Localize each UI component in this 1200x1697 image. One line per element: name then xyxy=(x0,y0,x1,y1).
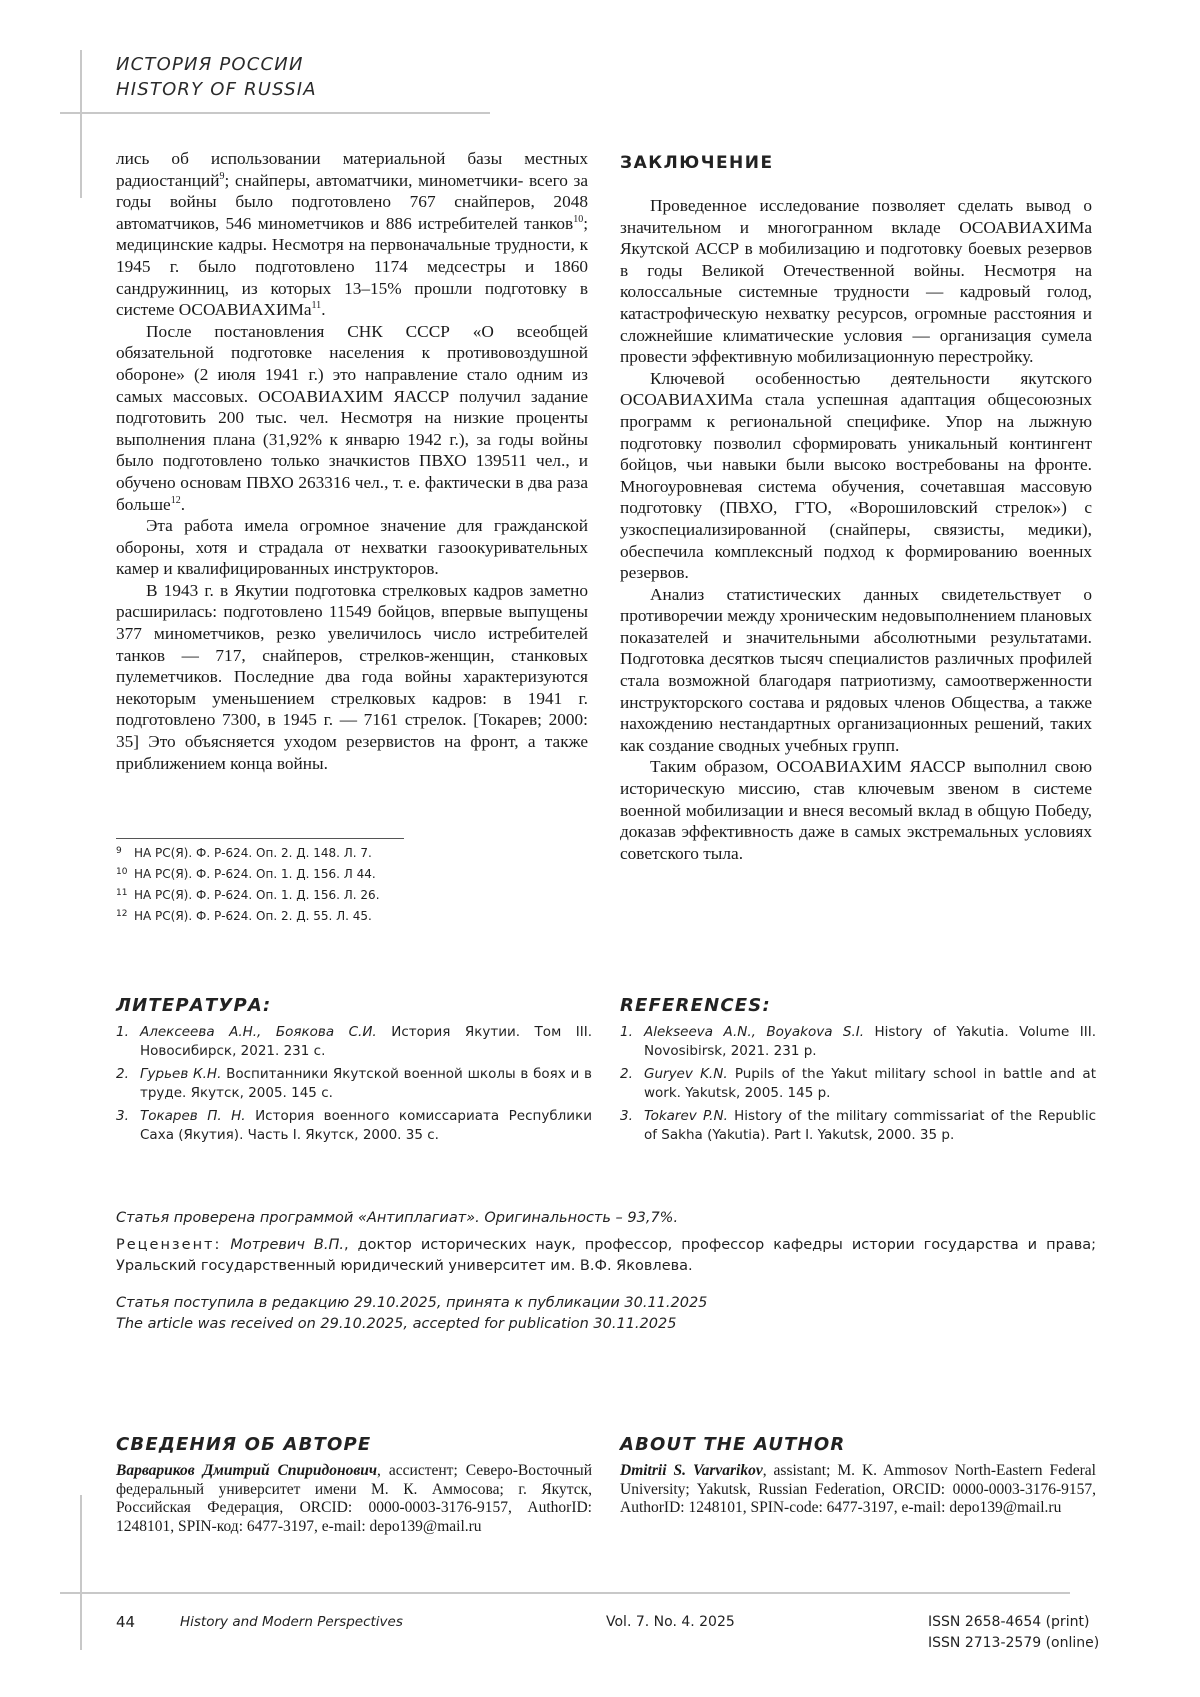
references-list xyxy=(620,1023,1096,1149)
paragraph: В 1943 г. в Якутии подготовка стрелковых кадров заметно расширилась: подготовлено 11549 бойцов, впервые выпущены 377 минометчиков, резко увеличилось число истребителей танков — 717, снайперов, стрелков-женщин, станковых пулеметчиков. Последние два года войны характеризуются некоторым уменьшением стрелковых кадров: в 1941 г. подготовлено 7300, в 1945 г. — 7161 стрелок. [Токарев; 2000: 35] Это объясняется уходом резервистов на фронт, а также приближением конца войны. xyxy=(116,580,588,773)
author-name: Варвариков Дмитрий Спиридонович xyxy=(116,1462,378,1479)
volume-info: Vol. 7. No. 4. 2025 xyxy=(606,1614,735,1630)
received-note-en: The article was received on 29.10.2025, accepted for publication 30.11.2025 xyxy=(116,1316,677,1332)
footnote: 10 НА РС(Я). Ф. Р-624. Оп. 1. Д. 156. Л 44. xyxy=(116,867,376,881)
page-number: 44 xyxy=(116,1613,136,1631)
issn-print: ISSN 2658-4654 (print) xyxy=(928,1614,1090,1630)
paragraph: После постановления СНК СССР «О всеобщей обязательной подготовке населения к противовоздушной обороне» (2 июля 1941 г.) это направление стало одним из самых массовых. ОСОАВИАХИМ ЯАССР получил задание подготовить 200 тыс. чел. Несмотря на низкие проценты выполнения плана (31,92% к январю 1942 г.), за годы войны было подготовлено только значкистов ПВХО 139511 чел., и обучено основам ПВХО 263316 чел., т. е. фактически в два раза больше$^{12}$. xyxy=(116,321,588,514)
list-item: 3. Tokarev P.N. History of the military commissariat of the Republic of Sakha (Yakutia). Part I. Yakutsk, 2000. 35 p. xyxy=(620,1108,1096,1143)
left-column xyxy=(116,148,588,774)
author-en-heading: ABOUT THE AUTHOR xyxy=(620,1434,846,1455)
journal-name: History and Modern Perspectives xyxy=(180,1614,403,1630)
list-item: 3. Токарев П. Н. История военного комиссариата Республики Саха (Якутия). Часть I. Якутск, 2000. 35 с. xyxy=(116,1108,592,1143)
footer-horizontal-rule xyxy=(60,1592,1070,1594)
list-item: 1. Алексеева А.Н., Боякова С.И. История Якутии. Том III. Новосибирск, 2021. 231 с. xyxy=(116,1024,592,1059)
footnote-ref: 11 xyxy=(311,300,322,312)
received-note-ru: Статья поступила в редакцию 29.10.2025, принята к публикации 30.11.2025 xyxy=(116,1295,708,1311)
right-column xyxy=(620,195,1092,864)
footer-vertical-rule xyxy=(80,1495,82,1650)
header-title-en: HISTORY OF RUSSIA xyxy=(116,79,317,100)
literature-heading: ЛИТЕРАТУРА: xyxy=(116,995,272,1016)
list-item: 2. Гурьев К.Н. Воспитанники Якутской военной школы в боях и в труде. Якутск, 2005. 145 с. xyxy=(116,1066,592,1101)
header-title-ru: ИСТОРИЯ РОССИИ xyxy=(116,54,304,75)
footnote: 12 НА РС(Я). Ф. Р-624. Оп. 2. Д. 55. Л. 45. xyxy=(116,909,372,923)
reviewer-note: Рецензент: Мотревич В.П., доктор исторических наук, профессор, профессор кафедры истории государства и права; Уральский государственный юридический университет им. В.Ф. Яковлева. xyxy=(116,1237,1097,1274)
literature-list xyxy=(116,1023,592,1149)
author-ru-info: Варвариков Дмитрий Спиридонович, ассистент; Северо-Восточный федеральный университет имени М. К. Аммосова; г. Якутск, Российская Федерация, ORCID: 0000-0003-3176-9157, AuthorID: 1248101, SPIN-код: 6477-3197, e-mail: depo139@mail.ru xyxy=(116,1462,592,1535)
footnote-rule xyxy=(116,838,404,839)
paragraph: Таким образом, ОСОАВИАХИМ ЯАССР выполнил свою историческую миссию, став ключевым звеном в системе военной мобилизации и внеся весомый вклад в общую Победу, доказав эффективность даже в самых экстремальных условиях советского тыла. xyxy=(620,757,1092,863)
paragraph: Ключевой особенностью деятельности якутского ОСОАВИАХИМа стала успешная адаптация общесоюзных программ к региональной специфике. Упор на лыжную подготовку позволил сформировать уникальный контингент бойцов, чьи навыки были высоко востребованы на фронте. Многоуровневая система обучения, сочетавшая массовую подготовку (ПВХО, ГТО, «Ворошиловский стрелок») с узкоспециализированной (снайперы, связисты, медики), обеспечила комплексный подход к формированию военных резервов. xyxy=(620,368,1092,583)
references-heading: REFERENCES: xyxy=(620,995,771,1016)
issn-online: ISSN 2713-2579 (online) xyxy=(928,1635,1100,1651)
paragraph: лись об использовании материальной базы местных радиостанций$^9$; снайперы, автоматчики, минометчики- всего за годы войны было подготовлено 767 снайперов, 2048 автоматчиков, 546 минометчиков и 886 истребителей танков$^{10}$; медицинские кадры. Несмотря на первоначальные трудности, к 1945 г. было подготовлено 1174 медсестры и 1860 сандружинниц, из которых 13–15% прошли подготовку в системе ОСОАВИАХИМа$^{11}$. xyxy=(116,149,588,320)
header-vertical-rule xyxy=(80,50,82,198)
author-ru-heading: СВЕДЕНИЯ ОБ АВТОРЕ xyxy=(116,1434,372,1455)
plagiarism-note: Статья проверена программой «Антиплагиат». Оригинальность – 93,7%. xyxy=(116,1210,679,1226)
header-horizontal-rule xyxy=(60,112,490,114)
paragraph: Проведенное исследование позволяет сделать вывод о значительном и многогранном вкладе ОСОАВИАХИМа Якутской АССР в мобилизацию и подготовку боевых резервов в годы Великой Отечественной войны. Несмотря на колоссальные системные трудности — кадровый голод, катастрофическую нехватку ресурсов, огромные расстояния и сложнейшие климатические условия — организация сумела провести эффективную мобилизационную перестройку. xyxy=(620,196,1092,367)
author-name: Dmitrii S. Varvarikov xyxy=(620,1462,763,1479)
footnote: 11 НА РС(Я). Ф. Р-624. Оп. 1. Д. 156. Л. 26. xyxy=(116,888,380,902)
footnote-ref: 9 xyxy=(219,170,225,182)
footnote-ref: 12 xyxy=(170,494,181,506)
footnote: 9 НА РС(Я). Ф. Р-624. Оп. 2. Д. 148. Л. 7. xyxy=(116,846,372,860)
paragraph: Эта работа имела огромное значение для гражданской обороны, хотя и страдала от нехватки газоокуривательных камер и квалифицированных инструкторов. xyxy=(116,516,588,579)
list-item: 1. Alekseeva A.N., Boyakova S.I. History of Yakutia. Volume III. Novosibirsk, 2021. 231 p. xyxy=(620,1024,1096,1059)
running-header xyxy=(116,52,317,102)
author-en-info: Dmitrii S. Varvarikov, assistant; M. K. Ammosov North-Eastern Federal University; Yakutsk, Russian Federation, ORCID: 0000-0003-3176-9157, AuthorID: 1248101, SPIN-code: 6477-3197, e-mail: depo139@mail.ru xyxy=(620,1462,1096,1516)
conclusion-heading: ЗАКЛЮЧЕНИЕ xyxy=(620,153,774,173)
paragraph: Анализ статистических данных свидетельствует о противоречии между хроническим недовыполнением плановых показателей и значительными абсолютными результатами. Подготовка десятков тысяч специалистов различных профилей стала возможной благодаря патриотизму, самоотверженности инструкторского состава и рядовых членов Общества, а также нахождению нестандартных организационных решений, таких как создание сводных учебных групп. xyxy=(620,584,1092,755)
list-item: 2. Guryev K.N. Pupils of the Yakut military school in battle and at work. Yakutsk, 2005. 145 p. xyxy=(620,1066,1096,1101)
footnote-ref: 10 xyxy=(573,214,584,226)
